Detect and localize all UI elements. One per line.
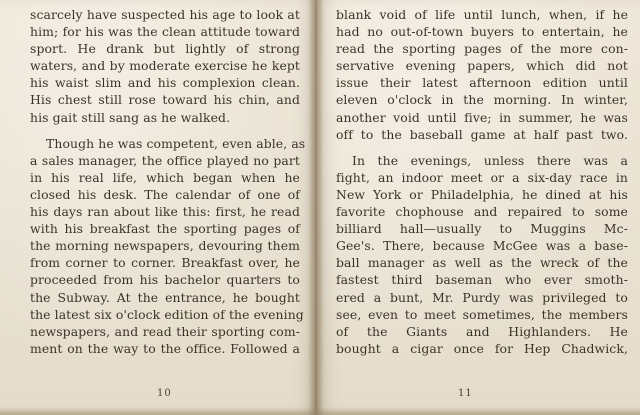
text-line: read the sporting pages of the more con- bbox=[336, 41, 628, 57]
text-line: another void until five; in summer, he was bbox=[336, 109, 628, 125]
text-line: off to the baseball game at half past two. bbox=[336, 126, 628, 142]
text-line: ball manager as well as the wreck of the bbox=[336, 255, 628, 271]
text-line: sport. He drank but lightly of strong bbox=[30, 41, 300, 57]
left-page bbox=[0, 0, 316, 415]
text-line: Though he was competent, even able, as bbox=[46, 135, 306, 151]
text-line: a sales manager, the office played no part bbox=[30, 152, 300, 168]
text-line: blank void of life until lunch, when, if he bbox=[336, 7, 628, 22]
text-line: the morning newspapers, devouring them bbox=[30, 238, 300, 254]
text-line: from corner to corner. Breakfast over, he bbox=[30, 255, 300, 271]
text-line: scarcely have suspected his age to look at bbox=[30, 7, 300, 22]
text-line: fastest third baseman who ever smoth- bbox=[336, 272, 628, 288]
text-line: in his real life, which began when he bbox=[30, 169, 300, 185]
book-gutter bbox=[308, 0, 324, 415]
right-page bbox=[316, 0, 640, 415]
text-line: the Subway. At the entrance, he bought bbox=[30, 289, 300, 305]
text-line: servative evening papers, which did not bbox=[336, 58, 628, 74]
text-line: his gait still sang as he walked. bbox=[30, 109, 231, 125]
text-line: had no out-of-town buyers to entertain, he bbox=[336, 24, 628, 40]
text-line: newspapers, and read their sporting com- bbox=[30, 323, 300, 339]
text-line: eleven o'clock in the morning. In winter, bbox=[336, 92, 628, 108]
text-line: of the Giants and Highlanders. He bbox=[336, 323, 628, 339]
left-paragraph-1 bbox=[30, 6, 300, 126]
page-edge bbox=[0, 407, 640, 415]
text-line: His chest still rose toward his chin, and bbox=[30, 92, 300, 108]
text-line: waters, and by moderate exercise he kept bbox=[30, 58, 300, 74]
text-line: see, even to meet sometimes, the members bbox=[336, 306, 628, 322]
text-line: his waist slim and his complexion clean. bbox=[30, 75, 300, 91]
left-paragraph-2 bbox=[30, 135, 306, 357]
text-line: In the evenings, unless there was a bbox=[352, 152, 628, 168]
page-number-right: 11 bbox=[458, 388, 473, 399]
right-page-text bbox=[336, 6, 628, 357]
right-paragraph-2 bbox=[336, 152, 628, 357]
text-line: billiard hall—usually to Muggins Mc- bbox=[336, 221, 628, 237]
text-line: issue their latest afternoon edition until bbox=[336, 75, 628, 91]
text-line: ered a bunt, Mr. Purdy was privileged to bbox=[336, 289, 628, 305]
text-line: ment on the way to the office. Followed a bbox=[30, 340, 300, 356]
text-line: Gee's. There, because McGee was a base- bbox=[336, 238, 628, 254]
text-line: closed his desk. The calendar of one of bbox=[30, 186, 300, 202]
text-line: favorite chophouse and repaired to some bbox=[336, 204, 628, 220]
text-line: his days ran about like this: first, he read bbox=[30, 204, 300, 220]
page-number-left: 10 bbox=[157, 388, 172, 399]
text-line: the latest six o'clock edition of the evening bbox=[30, 306, 304, 322]
text-line: New York or Philadelphia, he dined at his bbox=[336, 186, 628, 202]
text-line: with his breakfast the sporting pages of bbox=[30, 221, 300, 237]
left-page-text bbox=[30, 6, 306, 357]
text-line: him; for his was the clean attitude toward bbox=[30, 24, 300, 40]
text-line: fight, an indoor meet or a six-day race in bbox=[336, 169, 628, 185]
text-line: proceeded from his bachelor quarters to bbox=[30, 272, 300, 288]
right-paragraph-1 bbox=[336, 6, 628, 143]
text-line: bought a cigar once for Hep Chadwick, bbox=[336, 340, 628, 356]
